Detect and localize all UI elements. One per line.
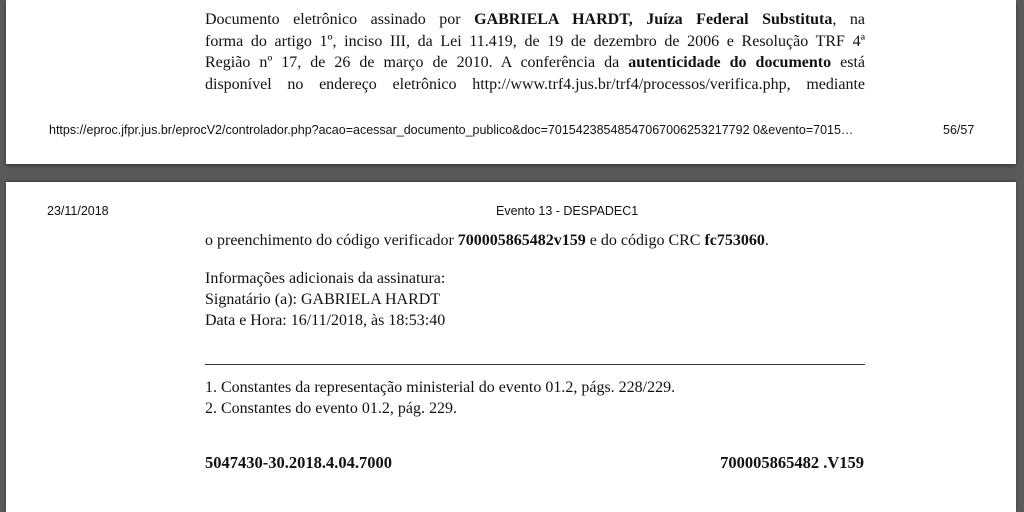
signature-text: Região nº 17, de 26 de março de 2010. A conferência da xyxy=(205,54,629,71)
signature-text: está xyxy=(831,54,865,71)
document-page-bottom xyxy=(6,182,1016,512)
signature-line-4: disponível no endereço eletrônico http://www.trf4.jus.br/trf4/processos/verifica.php, mediante xyxy=(205,75,865,93)
verification-line xyxy=(205,230,769,251)
process-number: 5047430-30.2018.4.04.7000 xyxy=(205,453,392,472)
footnote-1: 1. Constantes da representação ministerial do evento 01.2, págs. 228/229. xyxy=(205,379,676,396)
info-datetime: Data e Hora: 16/11/2018, às 18:53:40 xyxy=(205,312,446,329)
header-date: 23/11/2018 xyxy=(47,204,109,218)
authenticity-label: autenticidade do documento xyxy=(628,54,832,71)
verification-text: o preenchimento do código verificador xyxy=(205,232,458,249)
crc-code: fc753060 xyxy=(704,232,765,249)
signature-line-2: forma do artigo 1º, inciso III, da Lei 11.419, de 19 de dezembro de 2006 e Resolução TRF 4ª xyxy=(205,32,865,50)
page-number: 56/57 xyxy=(943,123,975,137)
info-title: Informações adicionais da assinatura: xyxy=(205,270,446,287)
document-code: 700005865482 .V159 xyxy=(720,453,864,472)
signature-paragraph xyxy=(205,9,865,95)
info-signatory: Signatário (a): GABRIELA HARDT xyxy=(205,291,441,308)
footnote-divider xyxy=(205,364,865,365)
signer-name: GABRIELA HARDT, Juíza Federal Substituta xyxy=(474,11,833,28)
verifier-code: 700005865482v159 xyxy=(457,232,586,249)
footer-url[interactable]: https://eproc.jfpr.jus.br/eprocV2/controlador.php?acao=acessar_documento_publico&doc=70154238548547067006253217792 0&evento=7015… xyxy=(49,123,854,137)
header-event: Evento 13 - DESPADEC1 xyxy=(496,204,639,218)
verification-text: . xyxy=(764,232,769,249)
signature-text: Documento eletrônico assinado por xyxy=(205,11,475,28)
footnote-2: 2. Constantes do evento 01.2, pág. 229. xyxy=(205,400,457,417)
document-page-top xyxy=(6,0,1016,164)
signature-line-3 xyxy=(205,52,865,74)
verification-text: e do código CRC xyxy=(585,232,705,249)
signature-text: , na xyxy=(832,11,865,28)
signature-line-1 xyxy=(205,9,865,31)
